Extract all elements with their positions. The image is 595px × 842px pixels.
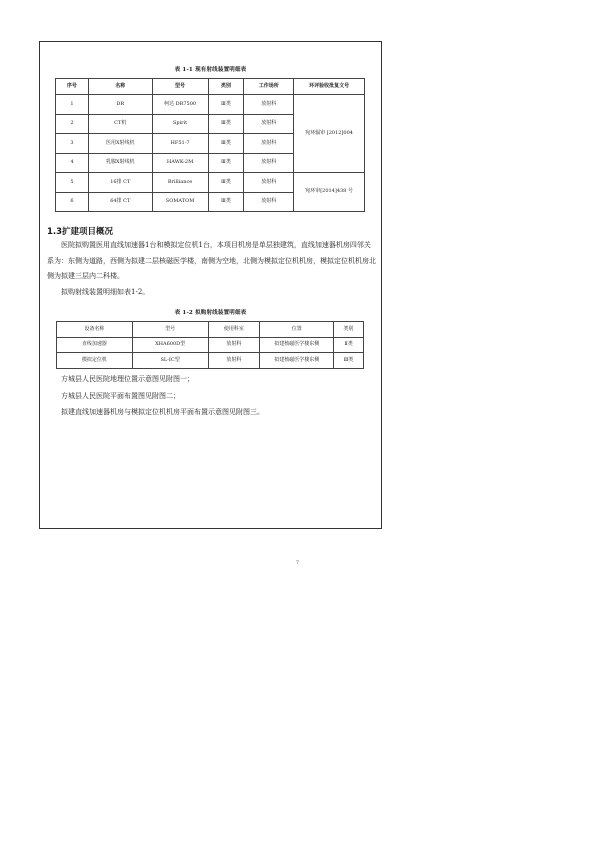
table2-caption: 表 1-2 拟购射线装置明细表 — [174, 310, 247, 316]
header-cell: 类别 — [208, 79, 244, 95]
table-row — [56, 173, 365, 193]
cell-category: Ⅲ类 — [208, 95, 244, 115]
cell-place: 放射科 — [244, 173, 294, 193]
cell-name: 医用X射线机 — [88, 134, 152, 154]
note-line — [47, 389, 377, 405]
cell-model: Brilliance — [152, 173, 208, 193]
table-header-row — [57, 322, 364, 338]
paragraph-text: 医院拟购置医用直线加速器1台和模拟定位机1台，本项目机房是单层独建筑，直线加速器机房四邻关系为：东侧为道路，西侧为拟建二层核磁医学楼，南侧为空地，北侧为模拟定位机机房，模拟定位机机房北侧为拟建三层内二科楼。 — [47, 241, 376, 280]
header-cell: 位置 — [260, 322, 334, 338]
header-cell: 序号 — [56, 79, 89, 95]
cell-no: 5 — [56, 173, 89, 193]
paragraph-text: 拟购射线装置明细如表1-2。 — [61, 288, 150, 296]
note-line — [47, 405, 377, 421]
cell-no: 3 — [56, 134, 89, 154]
cell-category: Ⅱ类 — [334, 337, 364, 353]
section-heading: 1.3扩建项目概况 — [47, 227, 114, 237]
cell-model: HAWK-2M — [152, 153, 208, 173]
note-line — [47, 372, 377, 388]
cell-name: 模拟定位机 — [57, 353, 133, 369]
header-cell: 环评验收批复文号 — [294, 79, 365, 95]
header-cell: 型号 — [132, 322, 208, 338]
content-frame — [39, 41, 382, 529]
header-cell: 类别 — [334, 322, 364, 338]
header-cell: 使用科室 — [208, 322, 260, 338]
cell-name: 乳腺X射线机 — [88, 153, 152, 173]
cell-approval: 宛环审[2014]438 号 — [294, 173, 365, 212]
cell-no: 6 — [56, 192, 89, 212]
cell-name: DR — [88, 95, 152, 115]
cell-approval: 宛环辐审 [2012]004 — [294, 95, 365, 173]
cell-name: 64排 CT — [88, 192, 152, 212]
table-header-row — [56, 79, 365, 95]
cell-place: 放射科 — [244, 134, 294, 154]
header-cell: 设备名称 — [57, 322, 133, 338]
note-text: 方城县人民医院平面布置图见附图二； — [61, 392, 180, 400]
page-number: 7 — [295, 560, 300, 566]
header-cell: 名称 — [88, 79, 152, 95]
table-row — [57, 337, 364, 353]
table-row — [56, 95, 365, 115]
cell-no: 2 — [56, 114, 89, 134]
cell-model: HF51-7 — [152, 134, 208, 154]
cell-place: 放射科 — [244, 114, 294, 134]
cell-dept: 放射科 — [208, 353, 260, 369]
cell-model: Spirit — [152, 114, 208, 134]
cell-category: Ⅲ类 — [208, 153, 244, 173]
cell-place: 放射科 — [244, 192, 294, 212]
note-text: 方城县人民医院地理位置示意图见附图一； — [61, 375, 194, 383]
cell-no: 1 — [56, 95, 89, 115]
cell-place: 放射科 — [244, 95, 294, 115]
header-cell: 工作场所 — [244, 79, 294, 95]
cell-name: 16排 CT — [88, 173, 152, 193]
cell-model: SOMATOM — [152, 192, 208, 212]
cell-location: 拟建核磁医学楼东侧 — [260, 337, 334, 353]
note-text: 拟建直线加速器机房与模拟定位机机房平面布置示意图见附图三。 — [61, 408, 264, 416]
cell-category: Ⅲ类 — [334, 353, 364, 369]
cell-category: Ⅲ类 — [208, 114, 244, 134]
cell-location: 拟建核磁医学楼东侧 — [260, 353, 334, 369]
table1-caption: 表 1-1 现有射线装置明细表 — [174, 67, 247, 73]
cell-model: XHA600D型 — [132, 337, 208, 353]
existing-equipment-table — [55, 78, 365, 212]
table-row — [57, 353, 364, 369]
cell-model: SL-IC型 — [132, 353, 208, 369]
cell-category: Ⅲ类 — [208, 134, 244, 154]
cell-model: 柯达 DR7500 — [152, 95, 208, 115]
equipment-intro — [47, 285, 377, 301]
header-cell: 型号 — [152, 79, 208, 95]
project-description — [47, 238, 377, 285]
cell-dept: 放射科 — [208, 337, 260, 353]
cell-name: CT机 — [88, 114, 152, 134]
cell-no: 4 — [56, 153, 89, 173]
cell-place: 放射科 — [244, 153, 294, 173]
cell-name: 直线加速器 — [57, 337, 133, 353]
cell-category: Ⅲ类 — [208, 192, 244, 212]
planned-equipment-table — [56, 321, 364, 369]
cell-category: Ⅲ类 — [208, 173, 244, 193]
